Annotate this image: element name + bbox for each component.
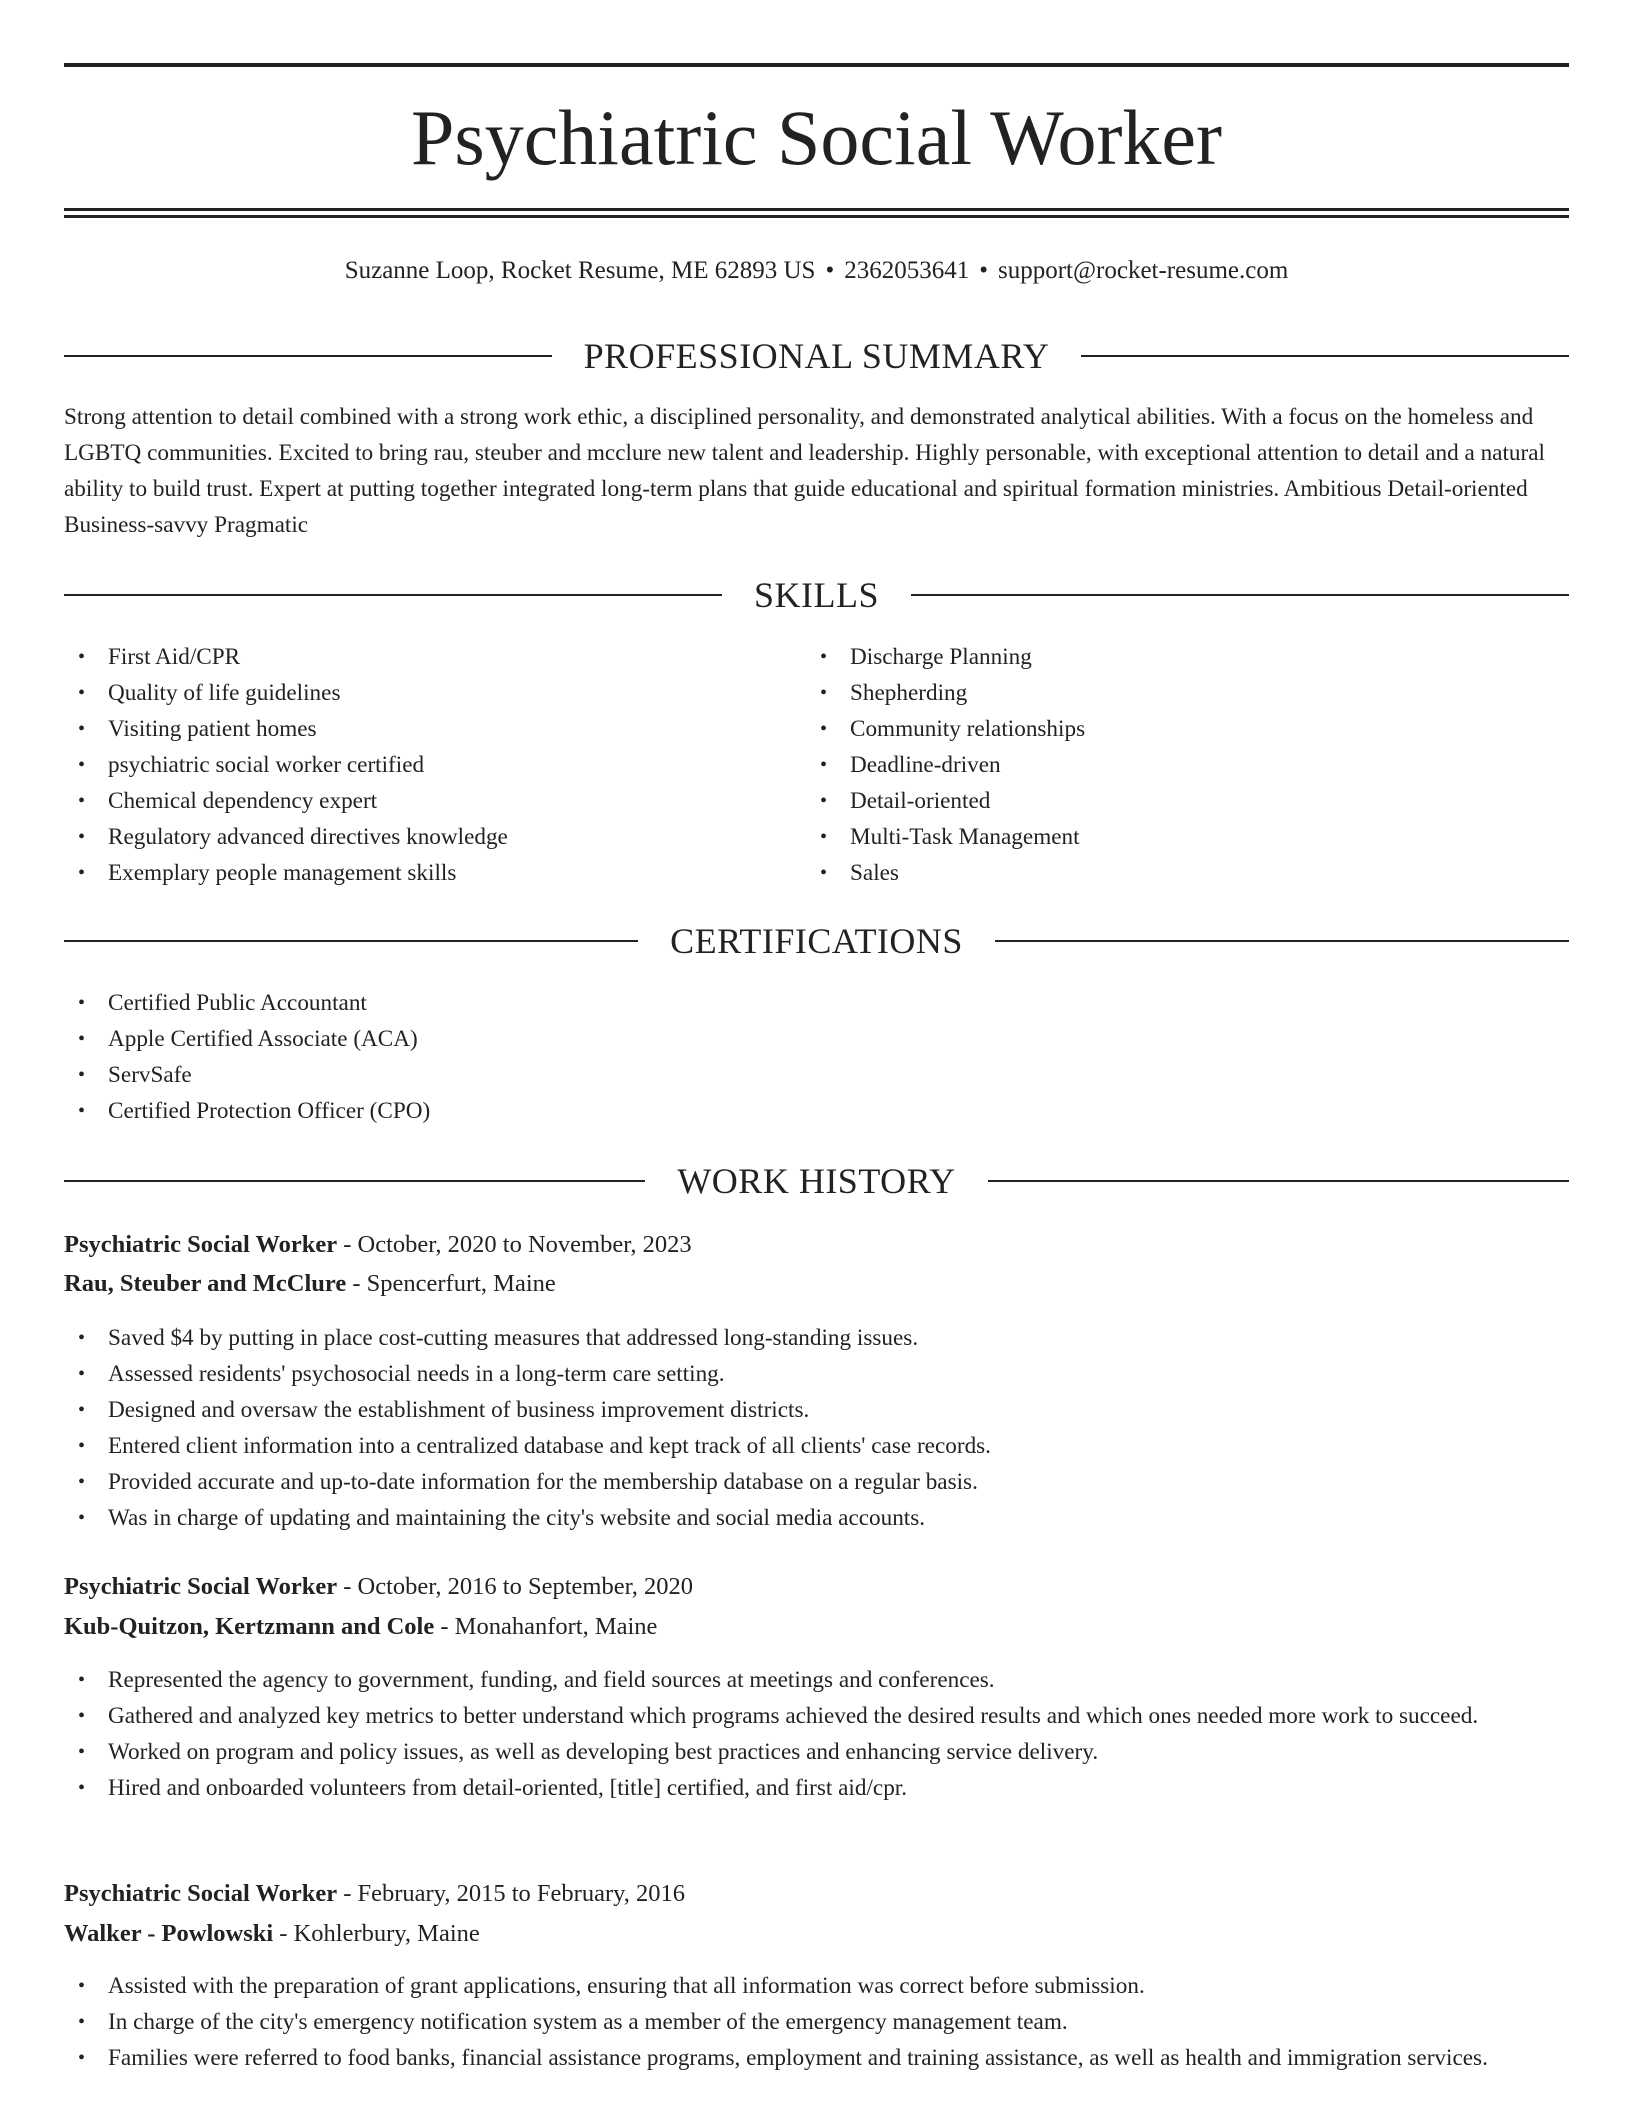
list-item: • Deadline-driven [806,747,1546,783]
heading-rule-right [911,594,1569,596]
job-location: - Spencerfurt, Maine [346,1270,556,1297]
job-duties-list [64,1320,1569,1536]
skills-heading [64,575,1569,615]
heading-rule-right [1081,355,1569,357]
job-role: Psychiatric Social Worker [64,1880,338,1907]
job-title-line [64,1569,1569,1605]
certifications-heading-label: CERTIFICATIONS [670,921,963,961]
list-item: • Entered client information into a centralized database and kept track of all clients' case records. [64,1428,1569,1464]
resume-title: Psychiatric Social Worker [410,94,1223,181]
list-item: • Assisted with the preparation of grant applications, ensuring that all information was correct before submission. [64,1968,1569,2004]
list-item: • In charge of the city's emergency notification system as a member of the emergency management team. [64,2004,1569,2040]
job-company: Kub-Quitzon, Kertzmann and Cole [64,1613,435,1640]
job-company-line [64,1609,1569,1645]
work-history-heading [64,1161,1569,1201]
job-role: Psychiatric Social Worker [64,1573,338,1600]
contact-separator: • [825,257,835,284]
list-item: • Assessed residents' psychosocial needs in a long-term care setting. [64,1356,1569,1392]
list-item: • Multi-Task Management [806,819,1546,855]
list-item: • Chemical dependency expert [64,783,804,819]
list-item: • psychiatric social worker certified [64,747,804,783]
work-history-heading-label: WORK HISTORY [677,1161,956,1201]
job-dates: - October, 2016 to September, 2020 [337,1573,694,1600]
list-item: • Provided accurate and up-to-date information for the membership database on a regular basis. [64,1464,1569,1500]
list-item: • ServSafe [64,1057,1569,1093]
skills-heading-label: SKILLS [754,575,880,615]
title-rule-upper [64,208,1569,211]
job-location: - Monahanfort, Maine [434,1613,658,1640]
contact-separator: • [979,257,988,284]
list-item: • Certified Protection Officer (CPO) [64,1093,1569,1129]
title-rule-lower [64,215,1569,218]
list-item: • First Aid/CPR [64,639,804,675]
job-duties-list [64,1662,1569,1806]
list-item: • Community relationships [806,711,1546,747]
list-item: • Families were referred to food banks, financial assistance programs, employment and training assistance, as well as health and immigration services. [64,2040,1569,2076]
job-company: Walker - Powlowski [64,1920,274,1947]
summary-heading [64,336,1569,376]
job-title-line [64,1876,1569,1912]
list-item: • Worked on program and policy issues, as well as developing best practices and enhancing service delivery. [64,1734,1569,1770]
list-item: • Designed and oversaw the establishment of business improvement districts. [64,1392,1569,1428]
heading-rule-left [64,940,638,942]
job-role: Psychiatric Social Worker [64,1231,338,1258]
list-item: • Shepherding [806,675,1546,711]
job-dates: - October, 2020 to November, 2023 [337,1231,692,1258]
summary-text: Strong attention to detail combined with a strong work ethic, a disciplined personality, and demonstrated analytical abilities. With a focus on the homeless and LGBTQ communities. Excited to bring rau, steuber and mcclure new talent and leadership. Highly personable, with exceptional attention to detail and a natural ability to build trust. Expert at putting together integrated long-term plans that guide educational and spiritual formation ministries. Ambitious Detail-oriented Business-savvy Pragmatic [64,404,1545,538]
job-company-line [64,1266,1569,1302]
contact-email: support@rocket-resume.com [998,257,1289,284]
heading-rule-right [995,940,1569,942]
list-item: • Sales [806,855,1546,891]
job-company-line [64,1916,1569,1952]
list-item: • Apple Certified Associate (ACA) [64,1021,1569,1057]
list-item: • Exemplary people management skills [64,855,804,891]
list-item: • Represented the agency to government, funding, and field sources at meetings and conferences. [64,1662,1569,1698]
list-item: • Gathered and analyzed key metrics to better understand which programs achieved the desired results and which ones needed more work to succeed. [64,1698,1569,1734]
list-item: • Saved $4 by putting in place cost-cutting measures that addressed long-standing issues. [64,1320,1569,1356]
certifications-heading [64,921,1569,961]
list-item: • Was in charge of updating and maintaining the city's website and social media accounts. [64,1500,1569,1536]
summary-heading-label: PROFESSIONAL SUMMARY [583,336,1050,376]
list-item: • Certified Public Accountant [64,985,1569,1021]
list-item: • Detail-oriented [806,783,1546,819]
skills-list-left [64,639,804,891]
list-item: • Discharge Planning [806,639,1546,675]
heading-rule-left [64,1180,645,1182]
heading-rule-left [64,594,722,596]
certifications-list [64,985,1569,1129]
heading-rule-right [988,1180,1569,1182]
list-item: • Quality of life guidelines [64,675,804,711]
list-item: • Hired and onboarded volunteers from detail-oriented, [title] certified, and first aid/cpr. [64,1770,1569,1806]
list-item: • Regulatory advanced directives knowledge [64,819,804,855]
contact-phone: 2362053641 [844,257,970,284]
contact-line [64,254,1569,288]
skills-list-right [806,639,1546,891]
contact-address: Suzanne Loop, Rocket Resume, ME 62893 US [344,257,816,284]
top-rule [64,63,1569,67]
job-company: Rau, Steuber and McClure [64,1270,347,1297]
list-item: • Visiting patient homes [64,711,804,747]
job-title-line [64,1227,1569,1263]
job-duties-list [64,1968,1569,2076]
job-location: - Kohlerbury, Maine [273,1920,480,1947]
heading-rule-left [64,355,552,357]
job-dates: - February, 2015 to February, 2016 [337,1880,686,1907]
